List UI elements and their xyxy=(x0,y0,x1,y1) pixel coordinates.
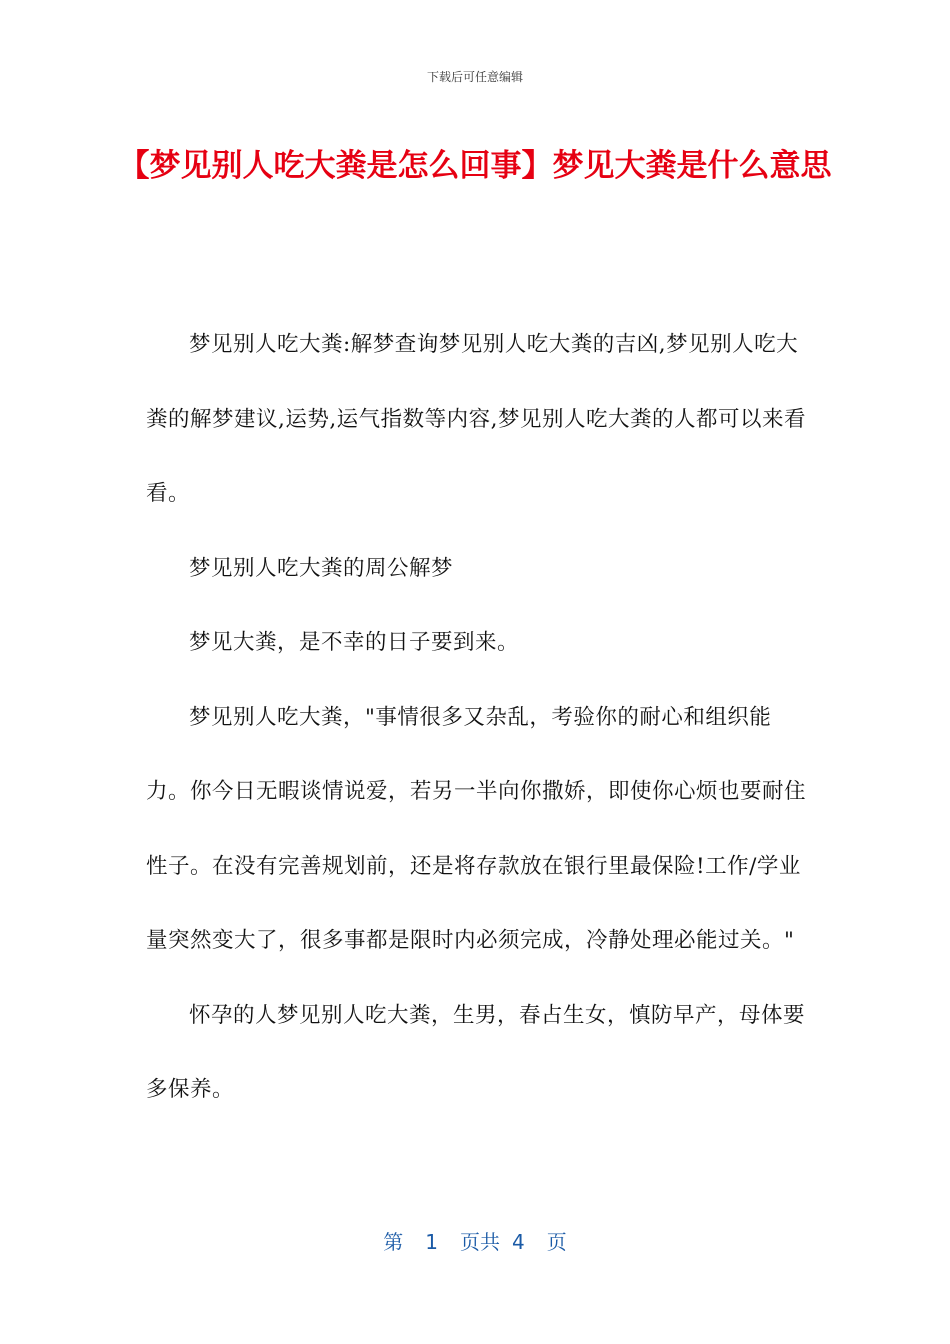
footer-prefix: 第 xyxy=(383,1230,404,1254)
current-page-number: 1 xyxy=(425,1230,438,1254)
paragraph: 梦见别人吃大粪的周公解梦 xyxy=(189,555,454,581)
footer-suffix: 页 xyxy=(546,1230,567,1254)
paragraph: 怀孕的人梦见别人吃大粪，生男，春占生女，慎防早产，母体要多保养。 xyxy=(146,1002,806,1102)
document-body xyxy=(146,308,806,1128)
page-footer xyxy=(0,1226,950,1255)
document-title: 【梦见别人吃大粪是怎么回事】梦见大粪是什么意思 xyxy=(118,148,832,184)
paragraph: 梦见大粪，是不幸的日子要到来。 xyxy=(189,630,520,655)
footer-middle: 页共 xyxy=(460,1230,500,1254)
paragraph: 梦见别人吃大粪，"事情很多又杂乱，考验你的耐心和组织能力。你今日无暇谈情说爱，若另一半向你撒娇，即使你心烦也要耐住性子。在没有完善规划前，还是将存款放在银行里最保险!工作/学业量突然变大了，很多事都是限时内必须完成，冷静处理必能过关。" xyxy=(146,704,807,953)
paragraph: 梦见别人吃大粪:解梦查询梦见别人吃大粪的吉凶,梦见别人吃大粪的解梦建议,运势,运气指数等内容,梦见别人吃大粪的人都可以来看看。 xyxy=(146,332,807,506)
total-pages-number: 4 xyxy=(512,1230,525,1254)
header-note: 下载后可任意编辑 xyxy=(426,70,523,84)
